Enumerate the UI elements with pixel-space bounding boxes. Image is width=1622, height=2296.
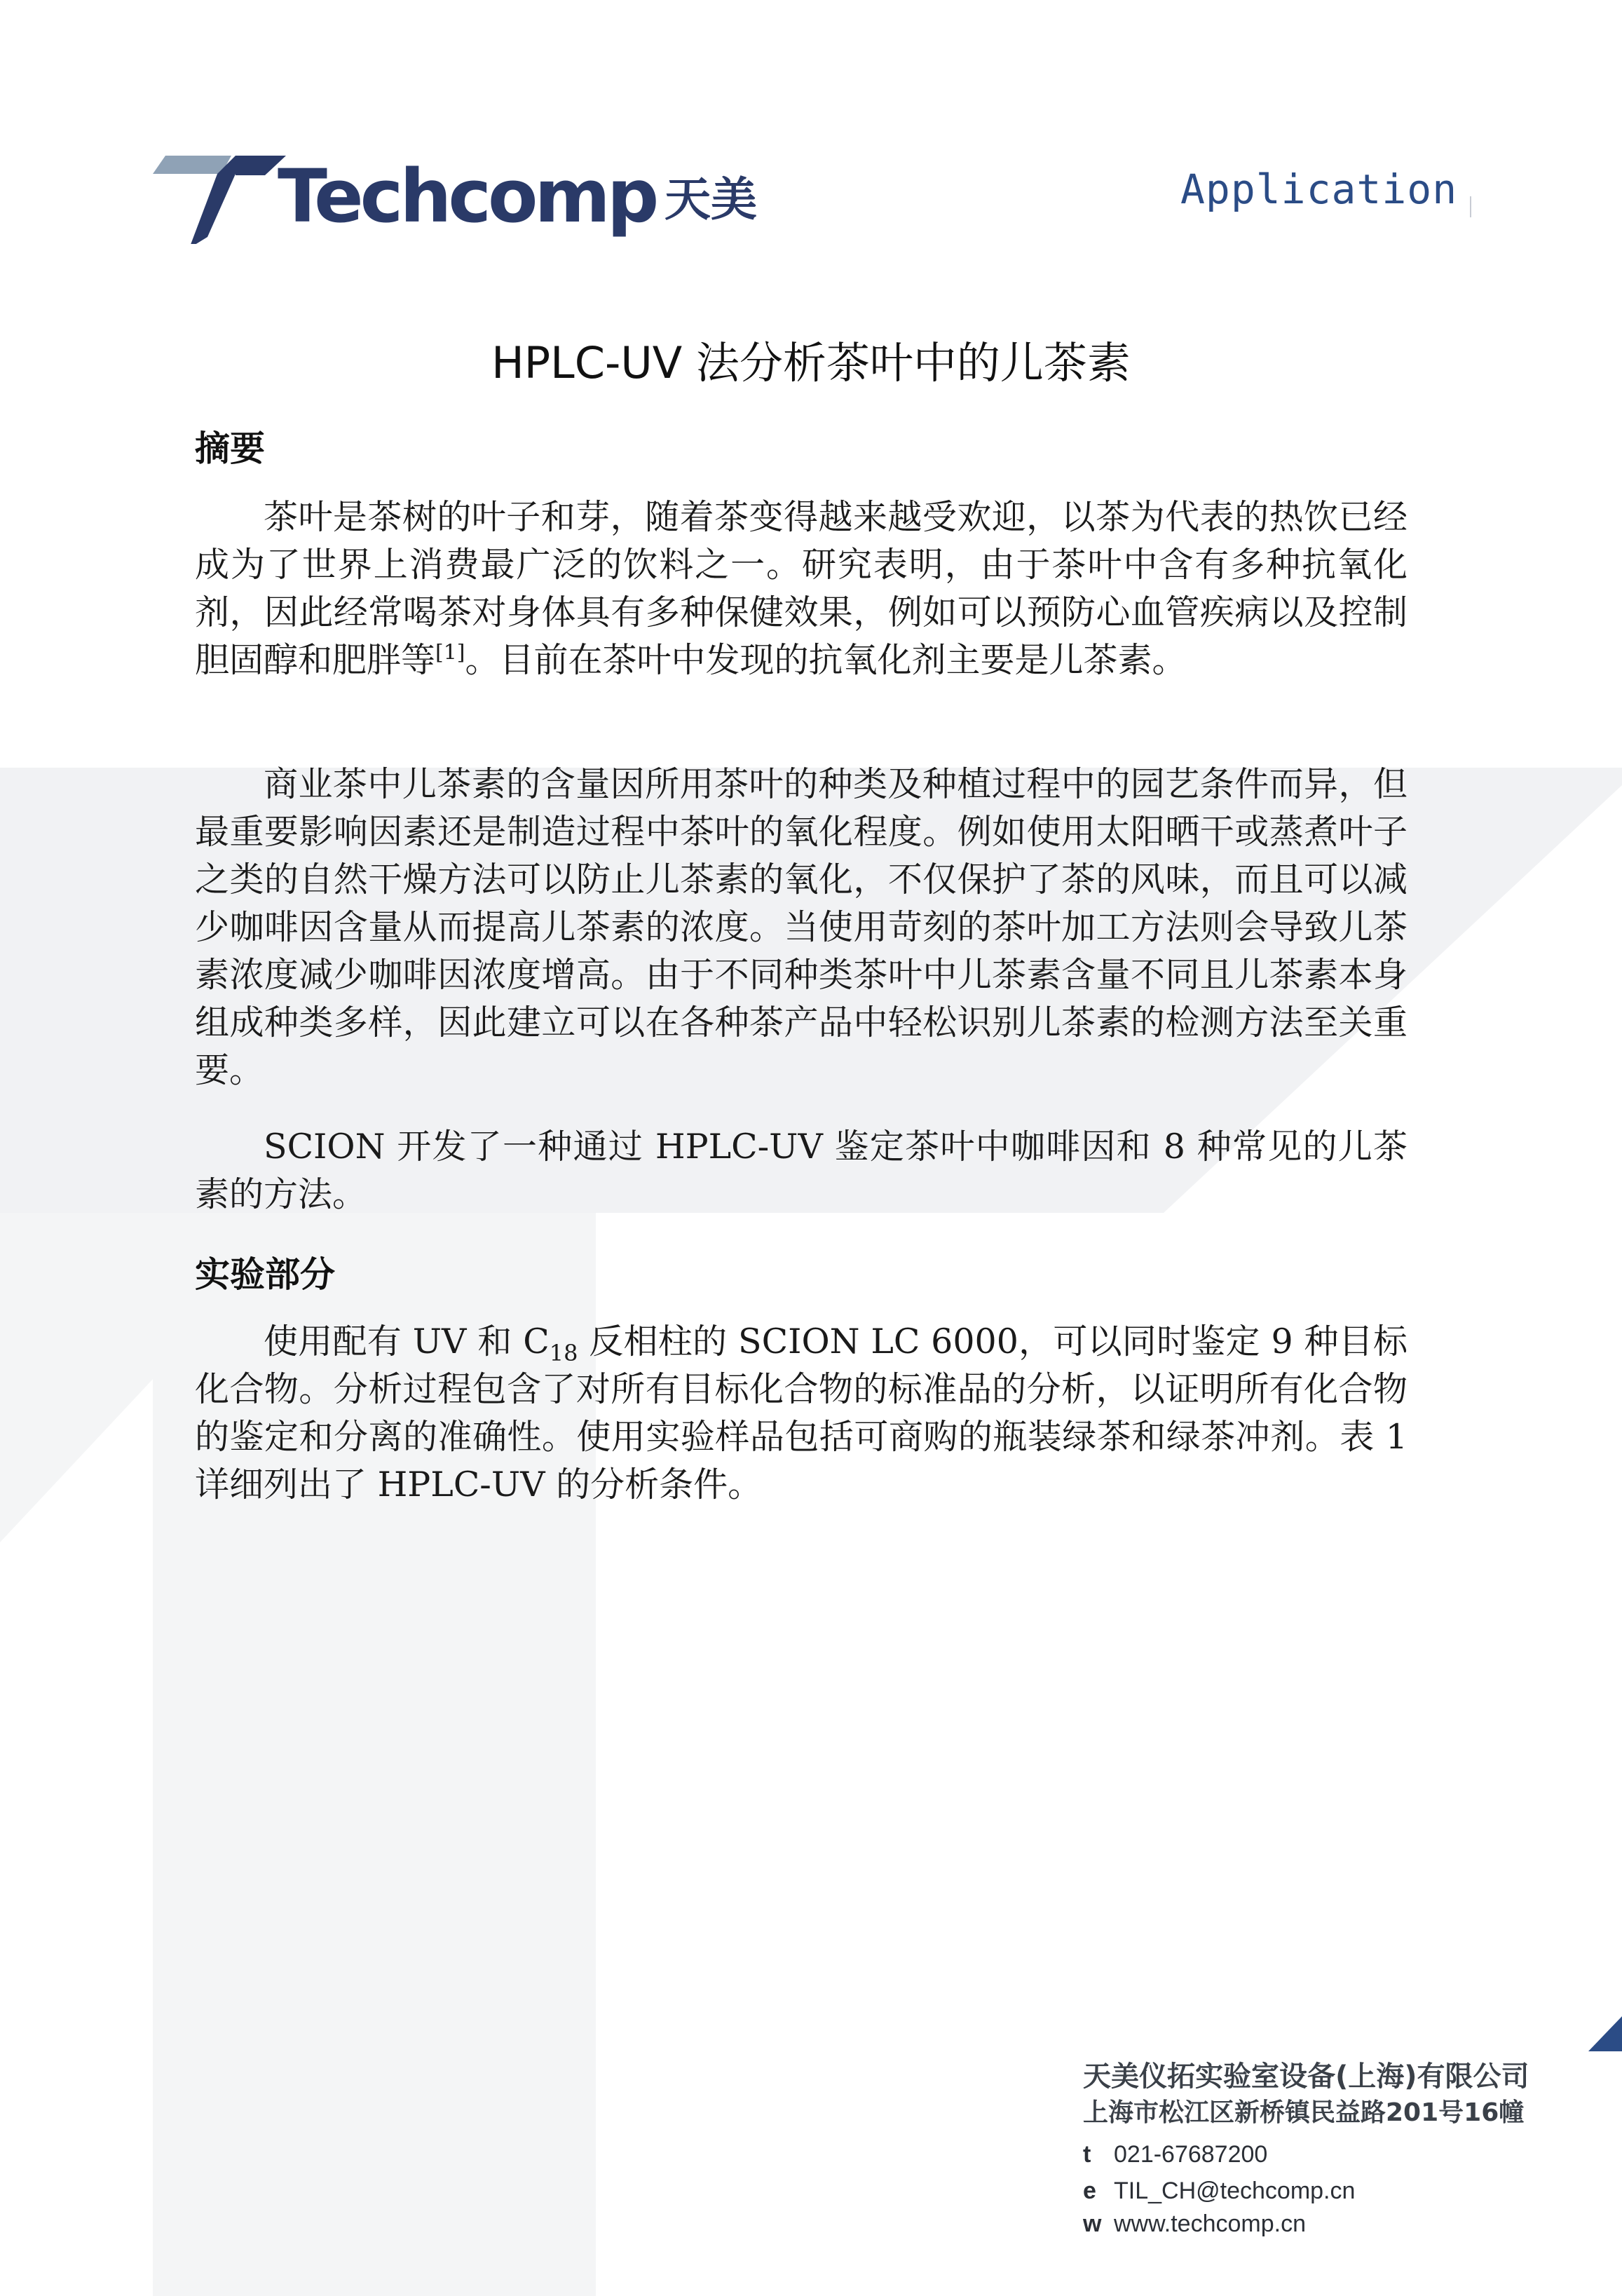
phone-value: 021-67687200 — [1114, 2141, 1268, 2168]
contact-phone — [1083, 2141, 1267, 2168]
logo-wordmark: Techcomp — [278, 154, 656, 239]
email-key: e — [1083, 2178, 1096, 2204]
paragraph-1-tail: 。目前在茶叶中发现的抗氧化剂主要是儿茶素。 — [465, 640, 1187, 680]
experiment-text-b: 反相柱的 SCION LC 6000，可以同时鉴定 9 种目标化合物。分析过程包含了对所有目标化合物的标准品的分析，以证明所有化合物的鉴定和分离的准确性。使用实验样品包括可商购的瓶装绿茶和绿茶冲剂。表 1 详细列出了 HPLC-UV 的分析条件。 — [195, 1322, 1408, 1504]
header-divider — [1470, 196, 1471, 217]
contact-website — [1083, 2210, 1306, 2238]
techcomp-logo — [153, 153, 763, 244]
abstract-paragraph-2: 商业茶中儿茶素的含量因所用茶叶的种类及种植过程中的园艺条件而异，但最重要影响因素还是制造过程中茶叶的氧化程度。例如使用太阳晒干或蒸煮叶子之类的自然干燥方法可以防止儿茶素的氧化，不仅保护了茶的风味，而且可以减少咖啡因含量从而提高儿茶素的浓度。当使用苛刻的茶叶加工方法则会导致儿茶素浓度减少咖啡因浓度增高。由于不同种类茶叶中儿茶素含量不同且儿茶素本身组成种类多样，因此建立可以在各种茶产品中轻松识别儿茶素的检测方法至关重要。 — [195, 764, 1408, 1090]
phone-key: t — [1083, 2141, 1091, 2168]
section-label: Application — [1180, 165, 1458, 213]
abstract-paragraph-3: SCION 开发了一种通过 HPLC-UV 鉴定茶叶中咖啡因和 8 种常见的儿茶素的方法。 — [195, 1127, 1408, 1214]
web-key: w — [1083, 2210, 1102, 2237]
website-link[interactable]: www.techcomp.cn — [1114, 2210, 1306, 2237]
experiment-paragraph — [195, 1318, 1408, 1509]
paragraph-1-text: 茶叶是茶树的叶子和芽，随着茶变得越来越受欢迎，以茶为代表的热饮已经成为了世界上消费最广泛的饮料之一。研究表明，由于茶叶中含有多种抗氧化剂，因此经常喝茶对身体具有多种保健效果，例如可以预防心血管疾病以及控制胆固醇和肥胖等 — [195, 497, 1408, 680]
column-subscript: 18 — [549, 1339, 578, 1366]
company-address: 上海市松江区新桥镇民益路201号16幢 — [1083, 2098, 1525, 2127]
corner-triangle-icon — [1588, 2016, 1622, 2051]
experiment-text-a: 使用配有 UV 和 C — [264, 1322, 550, 1361]
company-name: 天美仪拓实验室设备(上海)有限公司 — [1083, 2060, 1529, 2093]
abstract-heading: 摘要 — [195, 428, 265, 469]
logo-chinese-name: 天美 — [665, 172, 757, 226]
logo-mark-icon — [153, 153, 286, 244]
page-title: HPLC-UV 法分析茶叶中的儿茶素 — [491, 337, 1131, 388]
contact-email — [1083, 2178, 1355, 2205]
reference-marker: [1] — [435, 640, 465, 665]
email-value[interactable]: TIL_CH@techcomp.cn — [1114, 2178, 1356, 2204]
experiment-heading: 实验部分 — [195, 1254, 335, 1295]
abstract-paragraph-1 — [195, 494, 1408, 684]
